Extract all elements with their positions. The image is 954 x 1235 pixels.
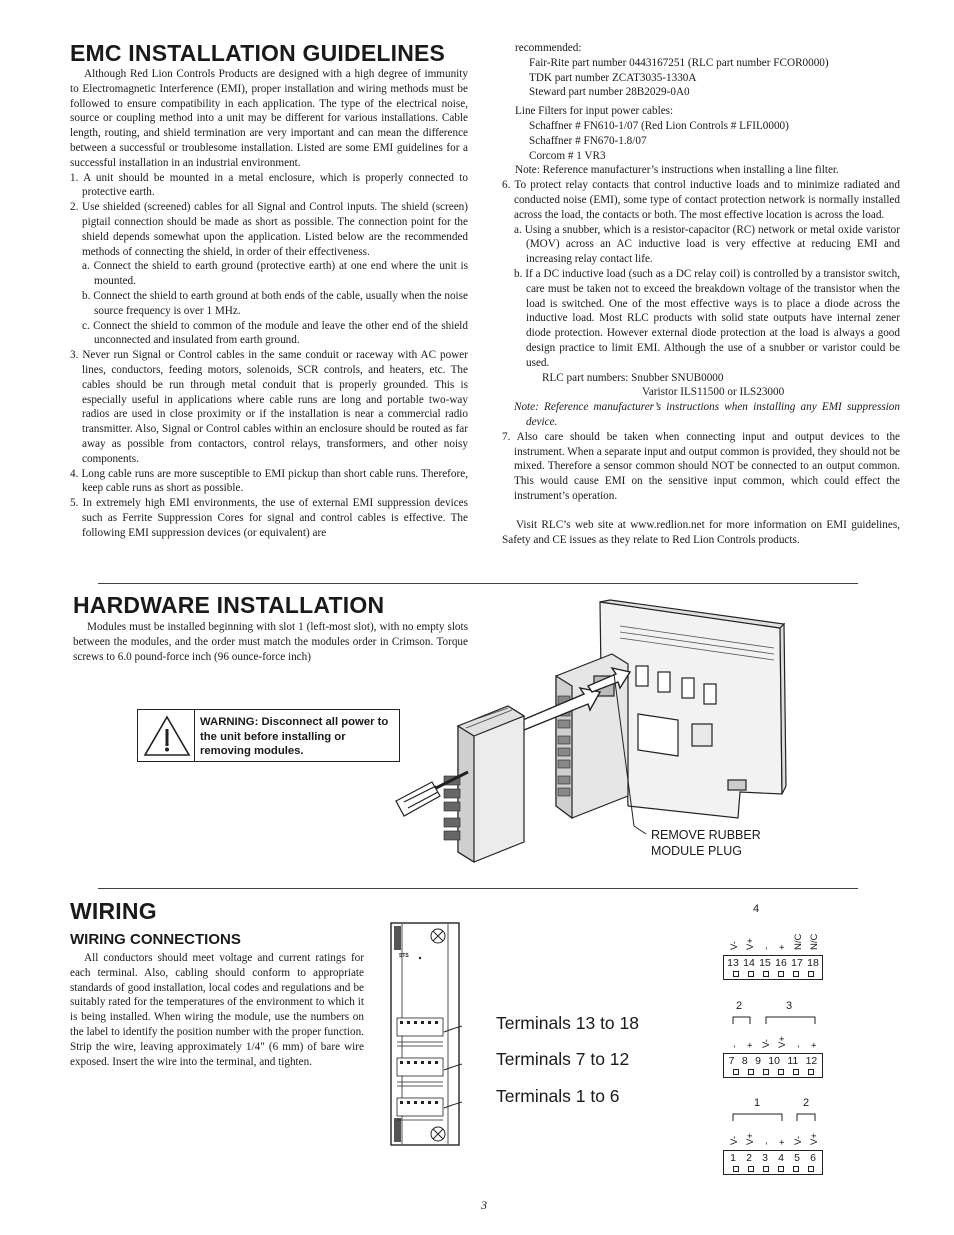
warning-text: WARNING: Disconnect all power to the unit before installing or removing modules.: [200, 716, 389, 757]
page-number: 3: [481, 1198, 487, 1212]
terminal-number: 15: [759, 957, 771, 969]
warning-triangle-icon: [142, 714, 192, 758]
terminal-number: 17: [791, 957, 803, 969]
terminal-label: -: [761, 946, 772, 950]
emc-item-3: 3. Never run Signal or Control cables in the same conduit or raceway with AC power lines, conductors, feeding motors, solenoids, SCR controls, and heaters, etc. The cables should be run through metal conduit that is properly grounded. This is especially useful in applications where cable runs are long and portable two-way radios are used in close proximity or if the installation is near a commercial radio transmitter. Also, Signal or Control cables within an enclosure should be routed as far away as possible from contactors, control relays, transformers, and other noisy components.: [70, 349, 468, 465]
hardware-text: Modules must be installed beginning with slot 1 (left-most slot), with no empty slots between the modules, and the order must match the modules order in Crimson. Torque screws to 6.0 pound-force inch (96 ounce-force inch): [73, 621, 468, 663]
emc-item-6: 6. To protect relay contacts that control inductive loads and to minimize radiated and conducted noise (EMI), some type of contact protection network is normally installed across the load, the contacts or both. The most effective location is across the load.: [502, 179, 900, 221]
block-mid-brackets: [730, 1015, 820, 1025]
emc-right-column: [502, 41, 900, 547]
terminal-number: 2: [746, 1152, 752, 1164]
visit-website: Visit RLC’s web site at www.redlion.net for more information on EMI guidelines, Safety and CE issues as they relate to Red Lion Controls products.: [502, 518, 900, 546]
terminal-label: +: [745, 1042, 756, 1048]
block-mid-group-b: 3: [786, 1000, 793, 1012]
block-bot-group-b: 2: [803, 1097, 810, 1109]
schaffner-1: Schaffner # FN610-1/07 (Red Lion Controls # LFIL0000): [529, 119, 789, 132]
emc-title: EMC INSTALLATION GUIDELINES: [70, 40, 446, 66]
line-filter-note: Note: Reference manufacturer’s instructions when installing a line filter.: [515, 164, 839, 177]
block-bot-group-a: 1: [754, 1097, 761, 1109]
terminal-number: 10: [768, 1055, 780, 1067]
terminal-label: V-: [793, 1136, 804, 1145]
callout-line-2: MODULE PLUG: [651, 844, 742, 858]
emc-intro: Although Red Lion Controls Products are designed with a high degree of immunity to Electromagnetic Interference (EMI), proper installation and wiring methods must be followed to ensure compatibility in each application. The type of the electrical noise, source or coupling method into a unit may be different for various installations. Cable length, routing, and shield termination are very important and can mean the difference between a successful or troublesome installation. Listed are some EMI guidelines for a successful installation in an industrial environment.: [70, 68, 468, 169]
steward-part: Steward part number 28B2029-0A0: [529, 86, 690, 99]
terminal-number: 16: [775, 957, 787, 969]
terminal-number: 8: [741, 1055, 748, 1067]
tdk-part: TDK part number ZCAT3035-1330A: [529, 71, 697, 84]
terminal-label: V-: [761, 1039, 772, 1048]
terminal-label: +: [809, 1042, 820, 1048]
block-bot-brackets: [730, 1112, 820, 1122]
rlc-snubber-part: RLC part numbers: Snubber SNUB0000: [542, 371, 724, 384]
terminal-block-1-6: [723, 1150, 823, 1175]
corcom-part: Corcom # 1 VR3: [529, 149, 606, 162]
terminal-number: 7: [728, 1055, 735, 1067]
terminal-number: 5: [794, 1152, 800, 1164]
section-divider-1: [98, 583, 858, 584]
emc-left-column: [70, 67, 468, 541]
terminal-block-7-12: [723, 1053, 823, 1078]
line-filters-label: Line Filters for input power cables:: [515, 105, 674, 118]
terminal-number: 1: [730, 1152, 736, 1164]
terminals-7-12-label: Terminals 7 to 12: [496, 1049, 630, 1069]
wiring-subtitle: WIRING CONNECTIONS: [70, 931, 241, 948]
callout-remove-plug: [651, 827, 761, 859]
emc-item-6b: b. If a DC inductive load (such as a DC relay coil) is controlled by a transistor switch, care must be taken not to exceed the breakdown voltage of the transistor when the load is switched. One of the most effective ways is to place a diode across the inductive load. Most RLC products with solid state outputs have internal zener diode protection. However external diode protection at the load is always a good design practice to limit EMI. Although the use of a snubber or varistor could be used.: [514, 267, 900, 369]
emc-item-2b: b. Connect the shield to earth ground at both ends of the cable, usually when the noise source frequency is over 1 MHz.: [82, 289, 468, 317]
emc-item-2a: a. Connect the shield to earth ground (protective earth) at one end where the unit is mounted.: [82, 260, 468, 288]
suppression-note: Note: Reference manufacturer’s instructions when installing any EMI suppression device.: [514, 401, 900, 428]
emc-item-7: 7. Also care should be taken when connecting input and output devices to the instrument. When a separate input and output common is provided, they should not be mixed. Therefore a sensor common should NOT be connected to an output common. This would cause EMI on the sensitive input common, which could effect the instrument’s operation.: [502, 430, 901, 502]
recommended-label: recommended:: [515, 42, 582, 54]
terminal-number: 9: [755, 1055, 761, 1067]
terminal-number: 4: [778, 1152, 784, 1164]
section-divider-2: [98, 888, 858, 889]
block-top-group-label: 4: [753, 903, 760, 915]
wiring-text: All conductors should meet voltage and current ratings for each terminal. Also, cabling should conform to appropriate standards of good installation, local codes and regulations and be suitably rated for the temperatures of the environment to which it is being installed. When wiring the module, use the numbers on the label to identify the position number with the proper function. Strip the wire, leaving approximately 1/4" (6 mm) of bare wire exposed. Insert the wire into the terminal, and tighten.: [70, 952, 364, 1068]
terminal-label: +: [777, 944, 788, 950]
terminal-number: 11: [787, 1055, 799, 1067]
terminal-label: -: [729, 1044, 740, 1048]
emc-item-6a: a. Using a snubber, which is a resistor-capacitor (RC) network or metal oxide varistor (MOV) across an AC inductive load is very effective at reducing EMI and increasing relay contact life.: [514, 223, 900, 266]
terminals-1-6-label: Terminals 1 to 6: [496, 1086, 620, 1106]
terminal-number: 3: [762, 1152, 768, 1164]
terminal-number: 12: [805, 1055, 818, 1067]
detached-module: [444, 706, 524, 862]
callout-line-1: REMOVE RUBBER: [651, 828, 761, 842]
schaffner-2: Schaffner # FN670-1.8/07: [529, 134, 647, 147]
terminal-label: -: [761, 1141, 772, 1145]
emc-item-1: 1. A unit should be mounted in a metal enclosure, which is properly connected to protective earth.: [70, 171, 468, 199]
fair-rite-part: Fair-Rite part number 0443167251 (RLC part number FCOR0000): [529, 56, 829, 69]
hardware-title: HARDWARE INSTALLATION: [73, 592, 385, 618]
emc-item-4: 4. Long cable runs are more susceptible to EMI pickup than short cable runs. Therefore, keep cable runs as short as possible.: [70, 467, 468, 495]
terminal-label: -: [793, 1044, 804, 1048]
terminal-number: 13: [727, 957, 739, 969]
terminal-label: V+: [745, 1133, 756, 1145]
terminal-label: V+: [809, 1133, 820, 1145]
emc-item-2: 2. Use shielded (screened) cables for all Signal and Control inputs. The shield (screen) pigtail connection should be made as short as possible. The connection point for the shield depends somewhat upon the application. Listed below are the recommended methods of connecting the shield, in order of their effectiveness.: [70, 201, 468, 258]
warning-box: [137, 709, 400, 762]
terminal-block-13-18: [723, 955, 823, 980]
terminal-label: +: [777, 1139, 788, 1145]
varistor-part: Varistor ILS11500 or ILS23000: [642, 386, 785, 399]
terminal-label: V+: [745, 938, 756, 950]
emc-item-2c: c. Connect the shield to common of the module and leave the other end of the shield unconnected and insulated from earth ground.: [82, 319, 468, 347]
wiring-title: WIRING: [70, 898, 157, 924]
terminal-label: N/C: [809, 933, 820, 950]
terminal-number: 6: [810, 1152, 816, 1164]
block-mid-group-a: 2: [736, 1000, 743, 1012]
terminal-label: N/C: [793, 933, 804, 950]
terminal-label: V+: [777, 1036, 788, 1048]
terminal-number: 18: [807, 957, 819, 969]
emc-item-5: 5. In extremely high EMI environments, the use of external EMI suppression devices such as Ferrite Suppression Cores for signal and control cables is effective. The following EMI suppression devices (or equivalent) are: [70, 497, 468, 539]
module-label-sts: STS: [399, 953, 409, 959]
terminals-13-18-label: Terminals 13 to 18: [496, 1013, 639, 1033]
terminal-label: V-: [729, 1136, 740, 1145]
terminal-number: 14: [743, 957, 755, 969]
terminal-label: V-: [729, 941, 740, 950]
